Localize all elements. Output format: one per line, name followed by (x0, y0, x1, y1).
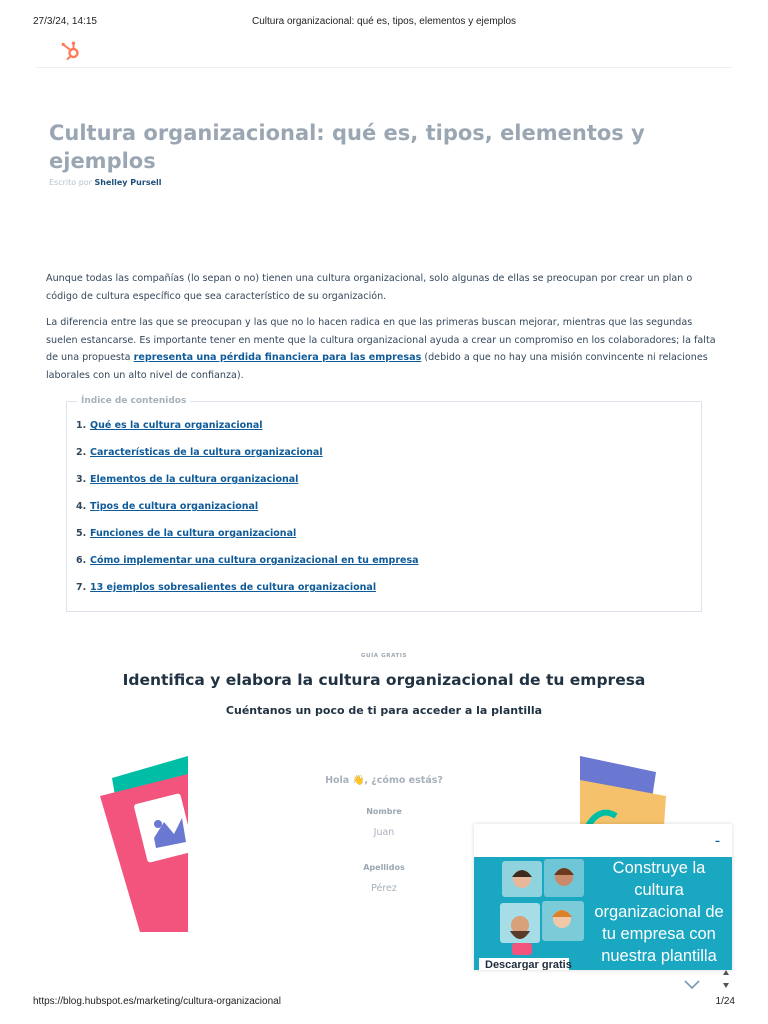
toc-item-number: 7. (76, 582, 87, 593)
document-illustration-icon (96, 756, 188, 932)
guide-eyebrow: GUÍA GRATIS (360, 653, 408, 659)
topbar-divider (36, 67, 732, 68)
toc-item-number: 6. (76, 555, 87, 566)
print-doc-title: Cultura organizacional: qué es, tipos, elementos y ejemplos (251, 16, 517, 27)
print-header (0, 16, 768, 30)
toc-item-number: 3. (76, 474, 87, 485)
toc-link-tipos[interactable]: Tipos de cultura organizacional (90, 501, 259, 512)
scroll-arrows-icon[interactable] (722, 968, 730, 990)
name-input[interactable] (284, 821, 484, 843)
print-url: https://blog.hubspot.es/marketing/cultura-organizacional (33, 996, 281, 1007)
toc-item-number: 4. (76, 501, 87, 512)
toc-item-number: 5. (76, 528, 87, 539)
print-datetime: 27/3/24, 14:15 (33, 16, 97, 27)
toc-link-ejemplos[interactable]: 13 ejemplos sobresalientes de cultura organizacional (90, 582, 377, 593)
form-greeting: Hola 👋, ¿cómo estás? (325, 775, 443, 786)
puzzle-team-illustration-icon (498, 857, 588, 970)
table-of-contents (66, 396, 702, 612)
toc-item (76, 501, 419, 528)
minimize-button[interactable]: – (715, 836, 720, 847)
print-page-number: 1/24 (715, 996, 735, 1007)
toc-title: Índice de contenidos (77, 396, 190, 406)
download-free-button[interactable]: Descargar gratis (479, 958, 569, 970)
shapes-illustration-icon (580, 756, 670, 826)
toc-item (76, 528, 419, 555)
promo-text: Construye la cultura organizacional de tu empresa con nuestra plantilla (594, 859, 724, 965)
toc-item-number: 2. (76, 447, 87, 458)
guide-subtitle: Cuéntanos un poco de ti para acceder a la plantilla (225, 704, 543, 717)
byline-prefix: Escrito por (49, 178, 92, 187)
toc-item (76, 582, 419, 609)
financial-loss-link[interactable]: representa una pérdida financiera para las empresas (133, 352, 422, 363)
promo-banner[interactable] (474, 857, 732, 970)
lastname-input[interactable] (284, 877, 484, 899)
toc-item (76, 555, 419, 582)
paragraph-text: La diferencia entre las que se preocupan y las que no lo hacen radica en que las primeras buscan mejorar, mientras que las segundas suelen estancarse. Es importante tener en mente que la cultura organizacional ayuda a crear un compromiso en los colaboradores; la falta de una propuesta (46, 317, 716, 363)
second-paragraph (46, 314, 726, 384)
name-label: Nombre (366, 807, 402, 816)
promo-popup (474, 824, 732, 970)
toc-item (76, 474, 419, 501)
toc-link-como-implementar[interactable]: Cómo implementar una cultura organizacional en tu empresa (90, 555, 419, 566)
hubspot-logo-icon[interactable] (60, 40, 82, 62)
article-title: Cultura organizacional: qué es, tipos, elementos y ejemplos (49, 121, 645, 173)
toc-item (76, 447, 419, 474)
toc-item (76, 420, 419, 447)
lastname-label: Apellidos (363, 863, 405, 872)
byline (49, 178, 161, 187)
intro-paragraph: Aunque todas las compañías (lo sepan o no) tienen una cultura organizacional, solo algunas de ellas se preocupan por crear un plan o código de cultura específico que sea característico de su organización. (46, 273, 693, 302)
lead-form (284, 775, 484, 919)
toc-link-funciones[interactable]: Funciones de la cultura organizacional (90, 528, 297, 539)
guide-title: Identifica y elabora la cultura organizacional de tu empresa (122, 671, 646, 689)
toc-link-caracteristicas[interactable]: Características de la cultura organizacional (90, 447, 323, 458)
toc-link-elementos[interactable]: Elementos de la cultura organizacional (90, 474, 299, 485)
toc-link-que-es[interactable]: Qué es la cultura organizacional (90, 420, 263, 431)
author-link[interactable]: Shelley Pursell (94, 178, 162, 187)
paragraph-text: (debido a que no hay una misión convincente ni relaciones laborales con un alto nivel de confianza). (46, 352, 708, 381)
toc-list (76, 420, 419, 609)
toc-item-number: 1. (76, 420, 87, 431)
chevron-down-icon[interactable] (684, 980, 700, 990)
